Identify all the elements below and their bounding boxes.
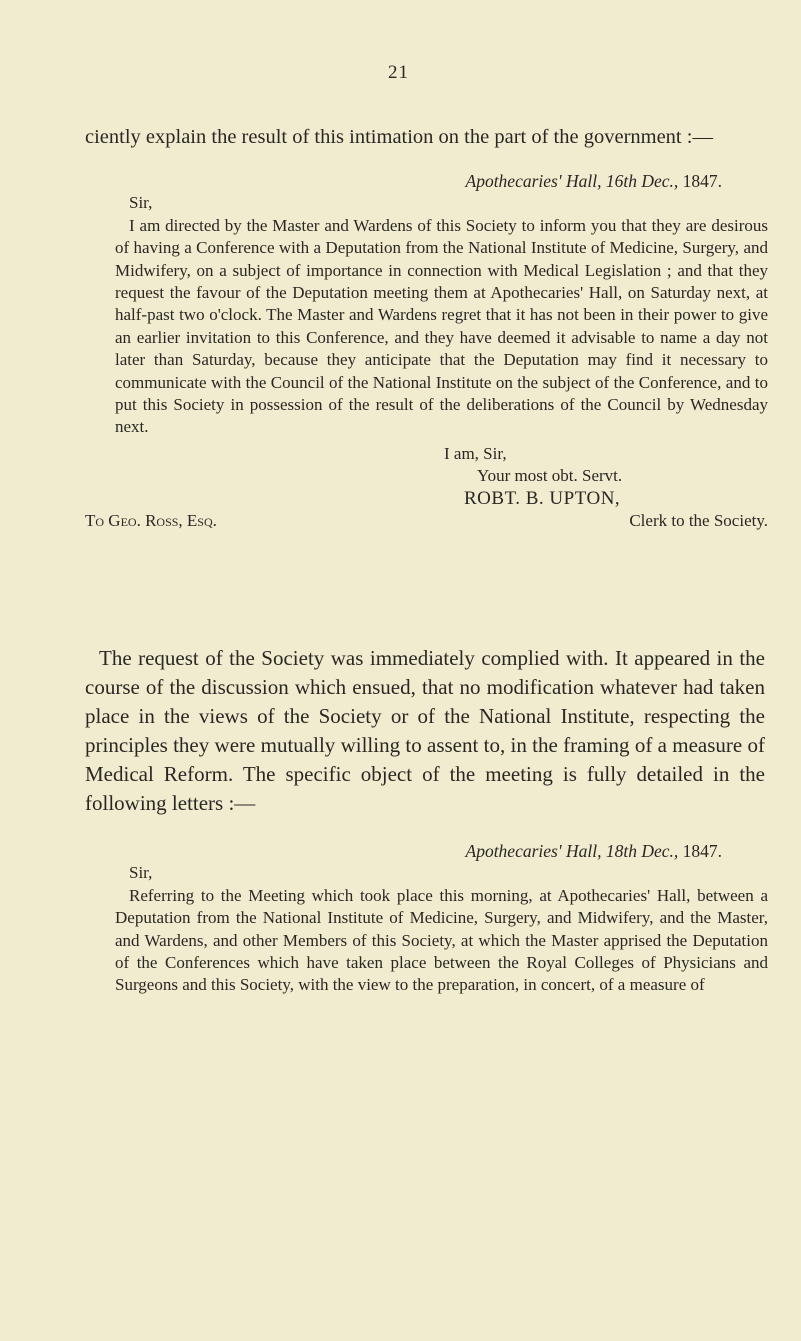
lead-text: ciently explain the result of this intimation on the part of the government :—: [85, 126, 713, 148]
letter1-signature: ROBT. B. UPTON,: [464, 487, 621, 509]
letter1-signoff-row: [85, 510, 768, 532]
letter1-closing: [85, 443, 768, 533]
letter1-salutation: Sir,: [129, 193, 153, 213]
letter1-body: I am directed by the Master and Wardens of this Society to inform you that they are desirous of having a Conference with a Deputation from the National Institute of Medicine, Surgery, and Midwifery, on a subject of importance in connection with Medical Legislation ; and that they request the favour of the Deputation meeting them at Apothecaries' Hall, on Saturday next, at half-past two o'clock. The Master and Wardens regret that it has not been in their power to give an earlier invitation to this Conference, and they have deemed it advisable to name a day not later than Saturday, because they anticipate that the Deputation may find it necessary to communicate with the Council of the National Institute on the subject of the Conference, and to put this Society in possession of the result of the deliberations of the Council by Wednesday next.: [115, 215, 768, 437]
letter-16-dec: [85, 170, 768, 533]
main-text: The request of the Society was immediately complied with. It appeared in the course of the discussion which ensued, that no modification whatever had taken place in the views of the Society or of the National Institute, respecting the principles they were mutually willing to assent to, in the framing of a measure of Medical Reform. The specific object of the meeting is fully detailed in the following letters :—: [85, 646, 765, 815]
letter1-closing-line2: Your most obt. Servt.: [477, 466, 623, 486]
lead-paragraph: [85, 124, 765, 151]
main-paragraph: [85, 644, 765, 818]
letter2-year: 1847.: [682, 841, 722, 861]
letter2-dateline: [115, 840, 768, 862]
letter1-place: Apothecaries' Hall,: [465, 171, 602, 191]
letter2-salutation: Sir,: [129, 863, 153, 883]
letter1-dateline: [115, 170, 768, 192]
letter1-year: 1847.: [682, 171, 722, 191]
letter2-place: Apothecaries' Hall,: [465, 841, 602, 861]
letter2-body: Referring to the Meeting which took place this morning, at Apothecaries' Hall, between a Deputation from the National Institute of Medicine, Surgery, and Midwifery, and the Master, and Wardens, and other Members of this Society, at which the Master apprised the Deputation of the Conferences which have taken place between the Royal Colleges of Physicians and Surgeons and this Society, with the view to the preparation, in concert, of a measure of: [115, 885, 768, 995]
letter1-date: 16th Dec.,: [605, 171, 679, 191]
letter1-signatory-title: Clerk to the Society.: [629, 511, 768, 531]
page-number: 21: [388, 62, 409, 83]
letter1-closing-line1: I am, Sir,: [444, 443, 507, 463]
letter1-addressee: To Geo. Ross, Esq.: [85, 511, 217, 531]
letter2-date: 18th Dec.,: [605, 841, 679, 861]
letter-18-dec: [115, 840, 768, 997]
